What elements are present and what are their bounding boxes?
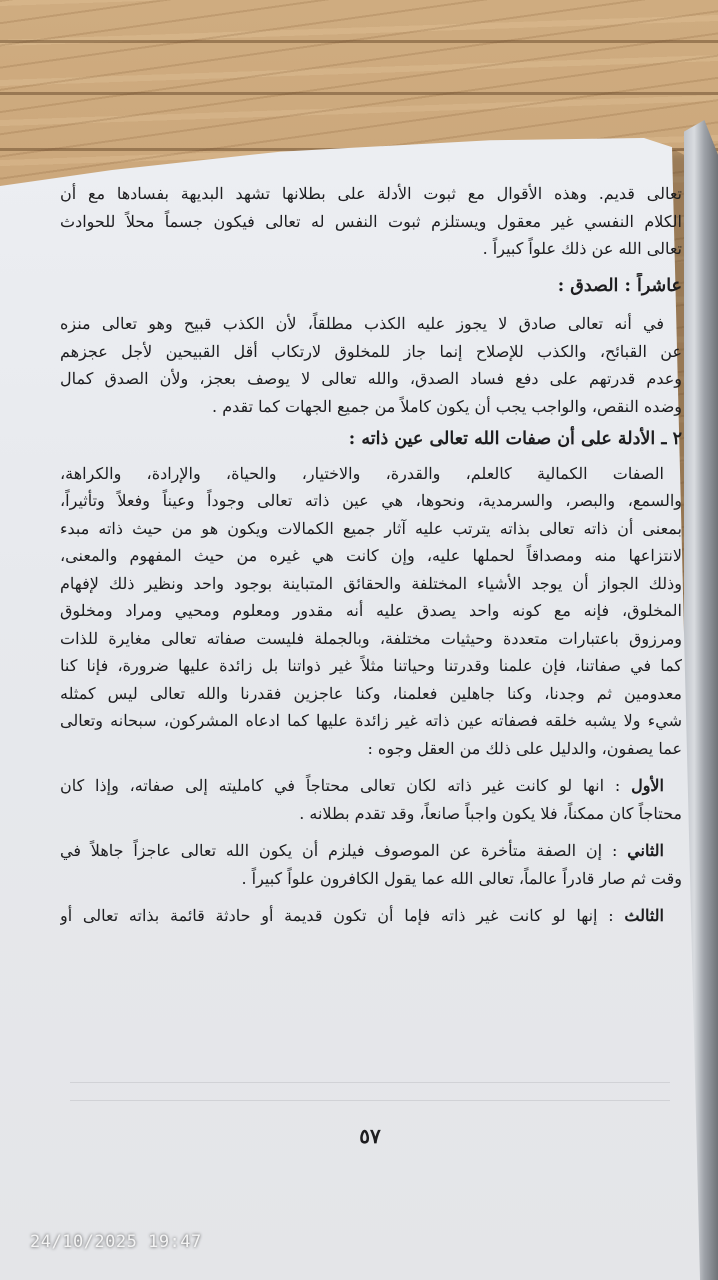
text-line: عن القبائح، والكذب للإصلاح إنما جاز للمخلوق لارتكاب أقل القبيحين لأجل عجزهم	[60, 341, 682, 361]
text-line: الكلام النفسي غير معقول ويستلزم ثبوت النفس له تعالى فيكون جسماً محلاً للحوادث	[60, 211, 682, 231]
text-line: ومرزوق باعتبارات متعددة وحيثيات مختلفة، وبالجملة فليست صفاته تعالى مغايرة للذات	[60, 628, 682, 648]
wood-plank-seam	[0, 92, 718, 95]
point-text: : انها لو كانت غير ذاته لكان تعالى محتاجاً في كامليته إلى صفاته، وإذا كان	[60, 776, 621, 795]
point-second	[60, 837, 682, 865]
point-text: : إن الصفة متأخرة عن الموصوف فيلزم أن يكون الله تعالى عاجزاً جاهلاً في	[60, 841, 618, 860]
bleed-through-line	[70, 1082, 670, 1083]
point-text: : إنها لو كانت غير ذاته فإما أن تكون قديمة أو حادثة قائمة بذاته تعالى أو	[60, 906, 614, 925]
text-line: الصفات الكمالية كالعلم، والقدرة، والاختيار، والحياة، والإرادة، والكراهة،	[60, 463, 664, 483]
text-line: والسمع، والبصر، والسرمدية، ونحوها، هي عين ذاته تعالى وجوداً وعيناً وفعلاً وتأثيراً،	[60, 491, 682, 510]
bleed-through-line	[70, 1100, 670, 1101]
point-lead: الثالث	[624, 906, 664, 925]
text-line: وعدم قدرتهم على دفع فساد الصدق، والله تعالى لا يوصف بعجز، ولأن الصدق كمال	[60, 369, 682, 388]
page-number: ٥٧	[359, 1124, 381, 1148]
text-line: بمعنى أن ذاته تعالى بذاته يترتب عليه آثار جميع الكمالات ويكون هو من حيث ذاته مبدء	[60, 518, 682, 538]
text-line: في أنه تعالى صادق لا يجوز عليه الكذب مطلقاً، لأن الكذب قبيح وهو تعالى منزه	[60, 314, 664, 333]
section-heading: عاشراً : الصدق :	[557, 275, 682, 296]
wood-plank-seam	[0, 40, 718, 43]
text-line: عما يصفون، والدليل على ذلك من العقل وجوه :	[367, 738, 682, 758]
page-text	[60, 180, 682, 930]
text-line: تعالى قديم. وهذه الأقوال مع ثبوت الأدلة على بطلانها تشهد البديهة بفسادها مع أن	[60, 184, 682, 203]
text-line: كما في صفاتنا، فإن علمنا وقدرتنا وحياتنا مثلاً غير ذواتنا بل زائدة عليها ضرورة، فإنا كنا	[60, 656, 682, 675]
text-line: وذلك الجواز أن يوجد الأشياء المختلفة والحقائق المتباينة بوجود واحد ونظير ذلك لإفهام	[60, 573, 682, 593]
text-line: شيء ولا يشبه خلقه فصفاته عين ذاته غير زائدة عليها كما ادعاه المشركون، سبحانه وتعالى	[60, 711, 682, 730]
point-first	[60, 772, 682, 800]
point-lead: الأول	[631, 776, 664, 795]
point-third	[60, 902, 682, 930]
section-heading: ٢ ـ الأدلة على أن صفات الله تعالى عين ذاته :	[348, 429, 682, 449]
photo-timestamp: 24/10/2025 19:47	[30, 1232, 202, 1252]
text-line: المخلوق، فإنه مع كونه واحد يصدق عليه أنه مقدور ومعلوم ومحيي ومراد ومخلوق	[60, 601, 682, 620]
text-line: وضده النقص، والواجب يجب أن يكون كاملاً من جميع الجهات كما تقدم .	[212, 396, 682, 416]
text-line: وقت ثم صار قادراً عالماً، تعالى الله عما يقول الكافرون علواً كبيراً .	[241, 868, 682, 888]
text-line: معدومين ثم وجدنا، وكنا جاهلين فعلمنا، وكنا عاجزين فقدرنا والله تعالى ليس كمثله	[60, 683, 682, 703]
text-line: لانتزاعها منه ومصداقاً لحملها عليه، وإن كانت هي غيره من حيث المفهوم والمعنى،	[60, 546, 682, 565]
point-lead: الثاني	[627, 841, 664, 860]
text-line: تعالى الله عن ذلك علواً كبيراً .	[482, 239, 682, 258]
text-line: محتاجاً كان ممكناً، فلا يكون واجباً صانعاً، وقد تقدم بطلانه .	[299, 803, 682, 823]
